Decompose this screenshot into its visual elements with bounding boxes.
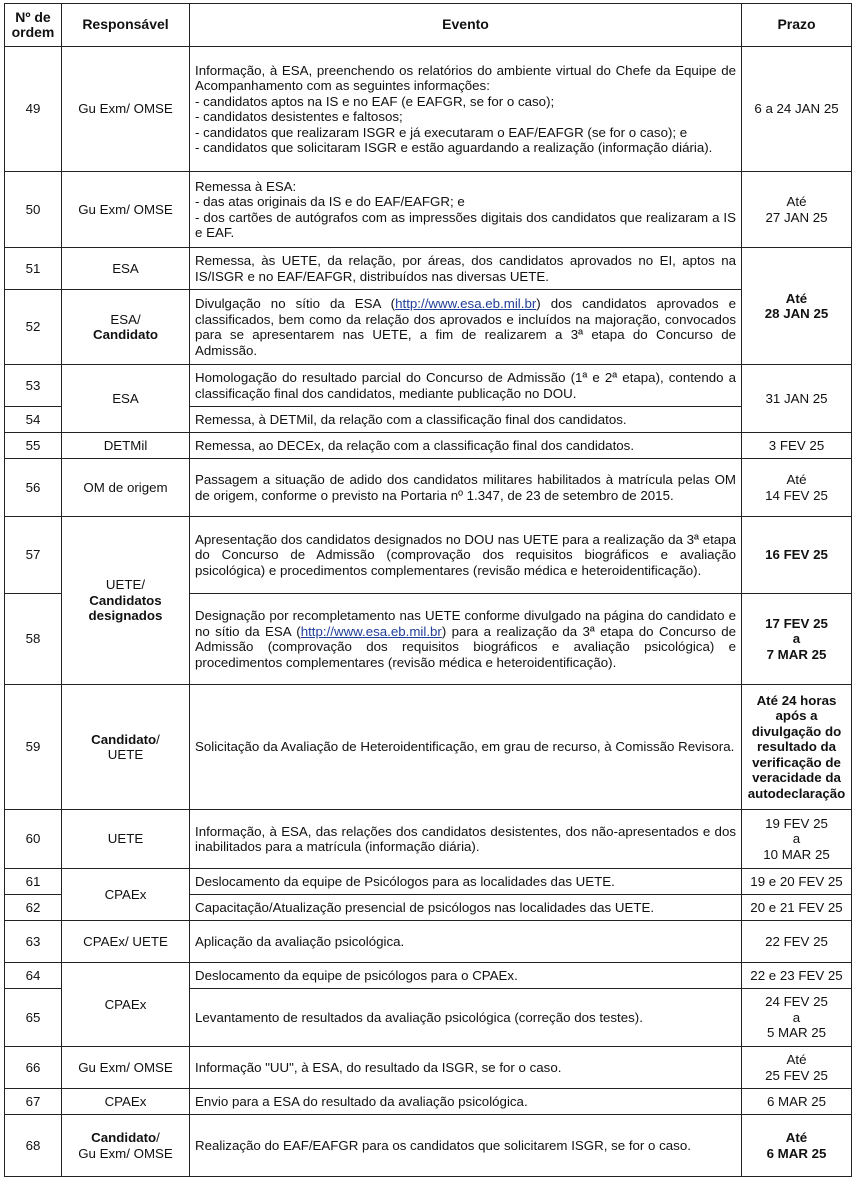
row-prazo: 20 e 21 FEV 25	[742, 895, 852, 921]
table-row	[5, 1089, 852, 1115]
prazo-line: a	[792, 1009, 801, 1025]
row-responsavel: Gu Exm/ OMSE	[62, 47, 190, 172]
prazo-line: a	[792, 631, 801, 647]
evento-line: - candidatos que realizaram ISGR e já executaram o EAF/EAFGR (se for o caso); e	[195, 124, 688, 140]
prazo-line: 19 FEV 25	[765, 815, 828, 831]
row-evento: Informação, à ESA, das relações dos candidatos desistentes, dos não-apresentados e dos inabilitados para a matrícula (informação diária).	[190, 810, 742, 869]
evento-text: ) dos candidatos aprovados e classificados, bem como da relação dos aprovados e incluídos na majoração, convocados para se apresentarem nas UETE, a fim de realizarem a 3ª etapa do Concurso de Admissão.	[195, 296, 737, 358]
table-row	[5, 459, 852, 517]
row-prazo	[742, 1047, 852, 1089]
row-prazo	[742, 459, 852, 517]
table-row	[5, 1115, 852, 1177]
prazo-line: 10 MAR 25	[763, 846, 830, 862]
header-prazo: Prazo	[742, 4, 852, 47]
table-row	[5, 869, 852, 895]
row-responsavel: UETE	[62, 810, 190, 869]
evento-line: - dos cartões de autógrafos com as impressões digitais dos candidatos que realizaram a IS e EAF.	[195, 209, 736, 240]
prazo-line: 28 JAN 25	[764, 306, 829, 321]
responsavel-line: Candidato	[92, 327, 158, 342]
row-evento: Remessa, à DETMil, da relação com a classificação final dos candidatos.	[190, 407, 742, 433]
row-number: 68	[5, 1115, 62, 1177]
row-responsavel: ESA	[62, 248, 190, 290]
table-row	[5, 517, 852, 594]
header-responsavel: Responsável	[62, 4, 190, 47]
header-evento: Evento	[190, 4, 742, 47]
table-row	[5, 172, 852, 248]
row-number: 62	[5, 895, 62, 921]
row-number: 65	[5, 989, 62, 1047]
table-row	[5, 921, 852, 963]
prazo-line: Até	[785, 290, 808, 306]
row-number: 55	[5, 433, 62, 459]
header-num: Nº de ordem	[5, 4, 62, 47]
responsavel-slash: /	[156, 731, 160, 747]
row-prazo	[742, 248, 852, 365]
row-evento: Deslocamento da equipe de psicólogos para o CPAEx.	[190, 963, 742, 989]
row-number: 52	[5, 290, 62, 365]
row-responsavel: ESA	[62, 365, 190, 433]
row-evento	[190, 47, 742, 172]
evento-line: - candidatos desistentes e faltosos;	[195, 109, 403, 124]
row-prazo: 6 a 24 JAN 25	[742, 47, 852, 172]
row-number: 57	[5, 517, 62, 594]
row-responsavel: Gu Exm/ OMSE	[62, 172, 190, 248]
row-prazo: 22 e 23 FEV 25	[742, 963, 852, 989]
table-row	[5, 365, 852, 407]
table-row	[5, 290, 852, 365]
row-prazo: 22 FEV 25	[742, 921, 852, 963]
row-prazo: 16 FEV 25	[742, 517, 852, 594]
row-evento	[190, 290, 742, 365]
responsavel-line: UETE/	[105, 577, 146, 593]
row-prazo: Até 24 horas após a divulgação do resultado da verificação de veracidade da autodeclaração	[742, 685, 852, 810]
schedule-table	[4, 3, 852, 1177]
evento-line: Remessa à ESA:	[195, 178, 297, 194]
responsavel-slash: /	[156, 1130, 160, 1145]
row-prazo: 3 FEV 25	[742, 433, 852, 459]
evento-line: - candidatos que solicitaram ISGR e estão aguardando a realização (informação diária).	[195, 140, 713, 155]
responsavel-bold: Candidato	[91, 731, 157, 747]
row-number: 51	[5, 248, 62, 290]
evento-line: - das atas originais da IS e do EAF/EAFGR; e	[195, 194, 465, 209]
row-evento: Remessa, ao DECEx, da relação com a classificação final dos candidatos.	[190, 433, 742, 459]
row-number: 50	[5, 172, 62, 248]
table-row	[5, 810, 852, 869]
evento-line: - candidatos aptos na IS e no EAF (e EAFGR, se for o caso);	[195, 93, 555, 109]
row-evento: Capacitação/Atualização presencial de psicólogos nas localidades das UETE.	[190, 895, 742, 921]
responsavel-line	[67, 1130, 184, 1146]
prazo-line: 14 FEV 25	[765, 487, 828, 503]
row-prazo	[742, 172, 852, 248]
evento-text: ) para a realização da 3ª etapa do Concurso de Admissão (comprovação dos requisitos biográficos e avaliação psicológica) e procedimentos complementares (revisão médica e heteroidentificação).	[195, 623, 736, 670]
prazo-line: Até	[786, 1052, 807, 1067]
responsavel-line: Candidatos designados	[88, 592, 163, 624]
row-evento: Deslocamento da equipe de Psicólogos para as localidades das UETE.	[190, 869, 742, 895]
prazo-line: 6 MAR 25	[766, 1145, 827, 1161]
row-responsavel: CPAEx	[62, 963, 190, 1047]
prazo-line: 25 FEV 25	[765, 1067, 828, 1083]
row-number: 64	[5, 963, 62, 989]
row-evento: Envio para a ESA do resultado da avaliação psicológica.	[190, 1089, 742, 1115]
row-number: 61	[5, 869, 62, 895]
responsavel-line: UETE	[107, 747, 144, 762]
prazo-line: Até	[785, 1130, 808, 1145]
row-responsavel: OM de origem	[62, 459, 190, 517]
row-responsavel: CPAEx	[62, 1089, 190, 1115]
row-responsavel: CPAEx/ UETE	[62, 921, 190, 963]
row-responsavel	[62, 685, 190, 810]
header-row	[5, 4, 852, 47]
row-responsavel	[62, 290, 190, 365]
table-row	[5, 433, 852, 459]
row-evento	[190, 172, 742, 248]
row-number: 53	[5, 365, 62, 407]
prazo-line: 24 FEV 25	[765, 994, 828, 1010]
prazo-line: a	[792, 831, 801, 847]
row-evento: Solicitação da Avaliação de Heteroidentificação, em grau de recurso, à Comissão Revisora.	[190, 685, 742, 810]
row-evento: Levantamento de resultados da avaliação psicológica (correção dos testes).	[190, 989, 742, 1047]
row-evento: Informação "UU", à ESA, do resultado da ISGR, se for o caso.	[190, 1047, 742, 1089]
row-number: 60	[5, 810, 62, 869]
row-prazo	[742, 810, 852, 869]
row-number: 56	[5, 459, 62, 517]
row-evento: Remessa, às UETE, da relação, por áreas, dos candidatos aprovados no EI, aptos na IS/ISGR e no EAF/EAFGR, distribuídos nas diversas UETE.	[190, 248, 742, 290]
prazo-line: Até	[786, 194, 807, 209]
row-evento: Homologação do resultado parcial do Concurso de Admissão (1ª e 2ª etapa), contendo a classificação final dos candidatos, mediante publicação no DOU.	[190, 365, 742, 407]
table-row	[5, 248, 852, 290]
evento-line: Informação, à ESA, preenchendo os relatórios do ambiente virtual do Chefe da Equipe de Acompanhamento com as seguintes informações:	[195, 62, 736, 93]
row-evento: Realização do EAF/EAFGR para os candidatos que solicitarem ISGR, se for o caso.	[190, 1115, 742, 1177]
row-evento	[190, 594, 742, 685]
row-responsavel: DETMil	[62, 433, 190, 459]
row-prazo	[742, 1115, 852, 1177]
row-responsavel: CPAEx	[62, 869, 190, 921]
esa-link[interactable]: http://www.esa.eb.mil.br	[300, 623, 442, 639]
evento-text: Designação por recompletamento nas UETE conforme divulgado na página do candidato e no sítio da ESA (	[195, 608, 736, 639]
row-prazo	[742, 989, 852, 1047]
row-prazo: 19 e 20 FEV 25	[742, 869, 852, 895]
prazo-line: 5 MAR 25	[766, 1025, 827, 1041]
table-row	[5, 963, 852, 989]
row-number: 54	[5, 407, 62, 433]
responsavel-bold: Candidato	[91, 1130, 157, 1145]
row-number: 59	[5, 685, 62, 810]
row-evento: Apresentação dos candidatos designados no DOU nas UETE para a realização da 3ª etapa do Concurso de Admissão (comprovação dos requisitos biográficos e avaliação psicológica) e procedimentos complementares (revisão médica e heteroidentificação).	[190, 517, 742, 594]
row-responsavel	[62, 1115, 190, 1177]
row-prazo	[742, 594, 852, 685]
row-number: 49	[5, 47, 62, 172]
table-row	[5, 685, 852, 810]
row-number: 66	[5, 1047, 62, 1089]
esa-link[interactable]: http://www.esa.eb.mil.br	[395, 296, 537, 311]
prazo-line: 7 MAR 25	[766, 646, 827, 662]
row-number: 67	[5, 1089, 62, 1115]
prazo-line: 27 JAN 25	[765, 209, 828, 225]
responsavel-line: ESA/	[110, 311, 141, 327]
responsavel-line: Gu Exm/ OMSE	[78, 1145, 173, 1161]
prazo-line: 17 FEV 25	[765, 615, 828, 631]
row-responsavel: Gu Exm/ OMSE	[62, 1047, 190, 1089]
prazo-line: Até	[786, 472, 807, 487]
table-row	[5, 1047, 852, 1089]
table-row	[5, 47, 852, 172]
row-prazo: 31 JAN 25	[742, 365, 852, 433]
row-number: 63	[5, 921, 62, 963]
row-prazo: 6 MAR 25	[742, 1089, 852, 1115]
row-evento: Aplicação da avaliação psicológica.	[190, 921, 742, 963]
row-responsavel	[62, 517, 190, 685]
evento-text: Divulgação no sítio da ESA (	[195, 296, 396, 311]
row-number: 58	[5, 594, 62, 685]
responsavel-line	[67, 732, 184, 748]
row-evento: Passagem a situação de adido dos candidatos militares habilitados à matrícula pelas OM de origem, conforme o previsto na Portaria nº 1.347, de 23 de setembro de 2015.	[190, 459, 742, 517]
